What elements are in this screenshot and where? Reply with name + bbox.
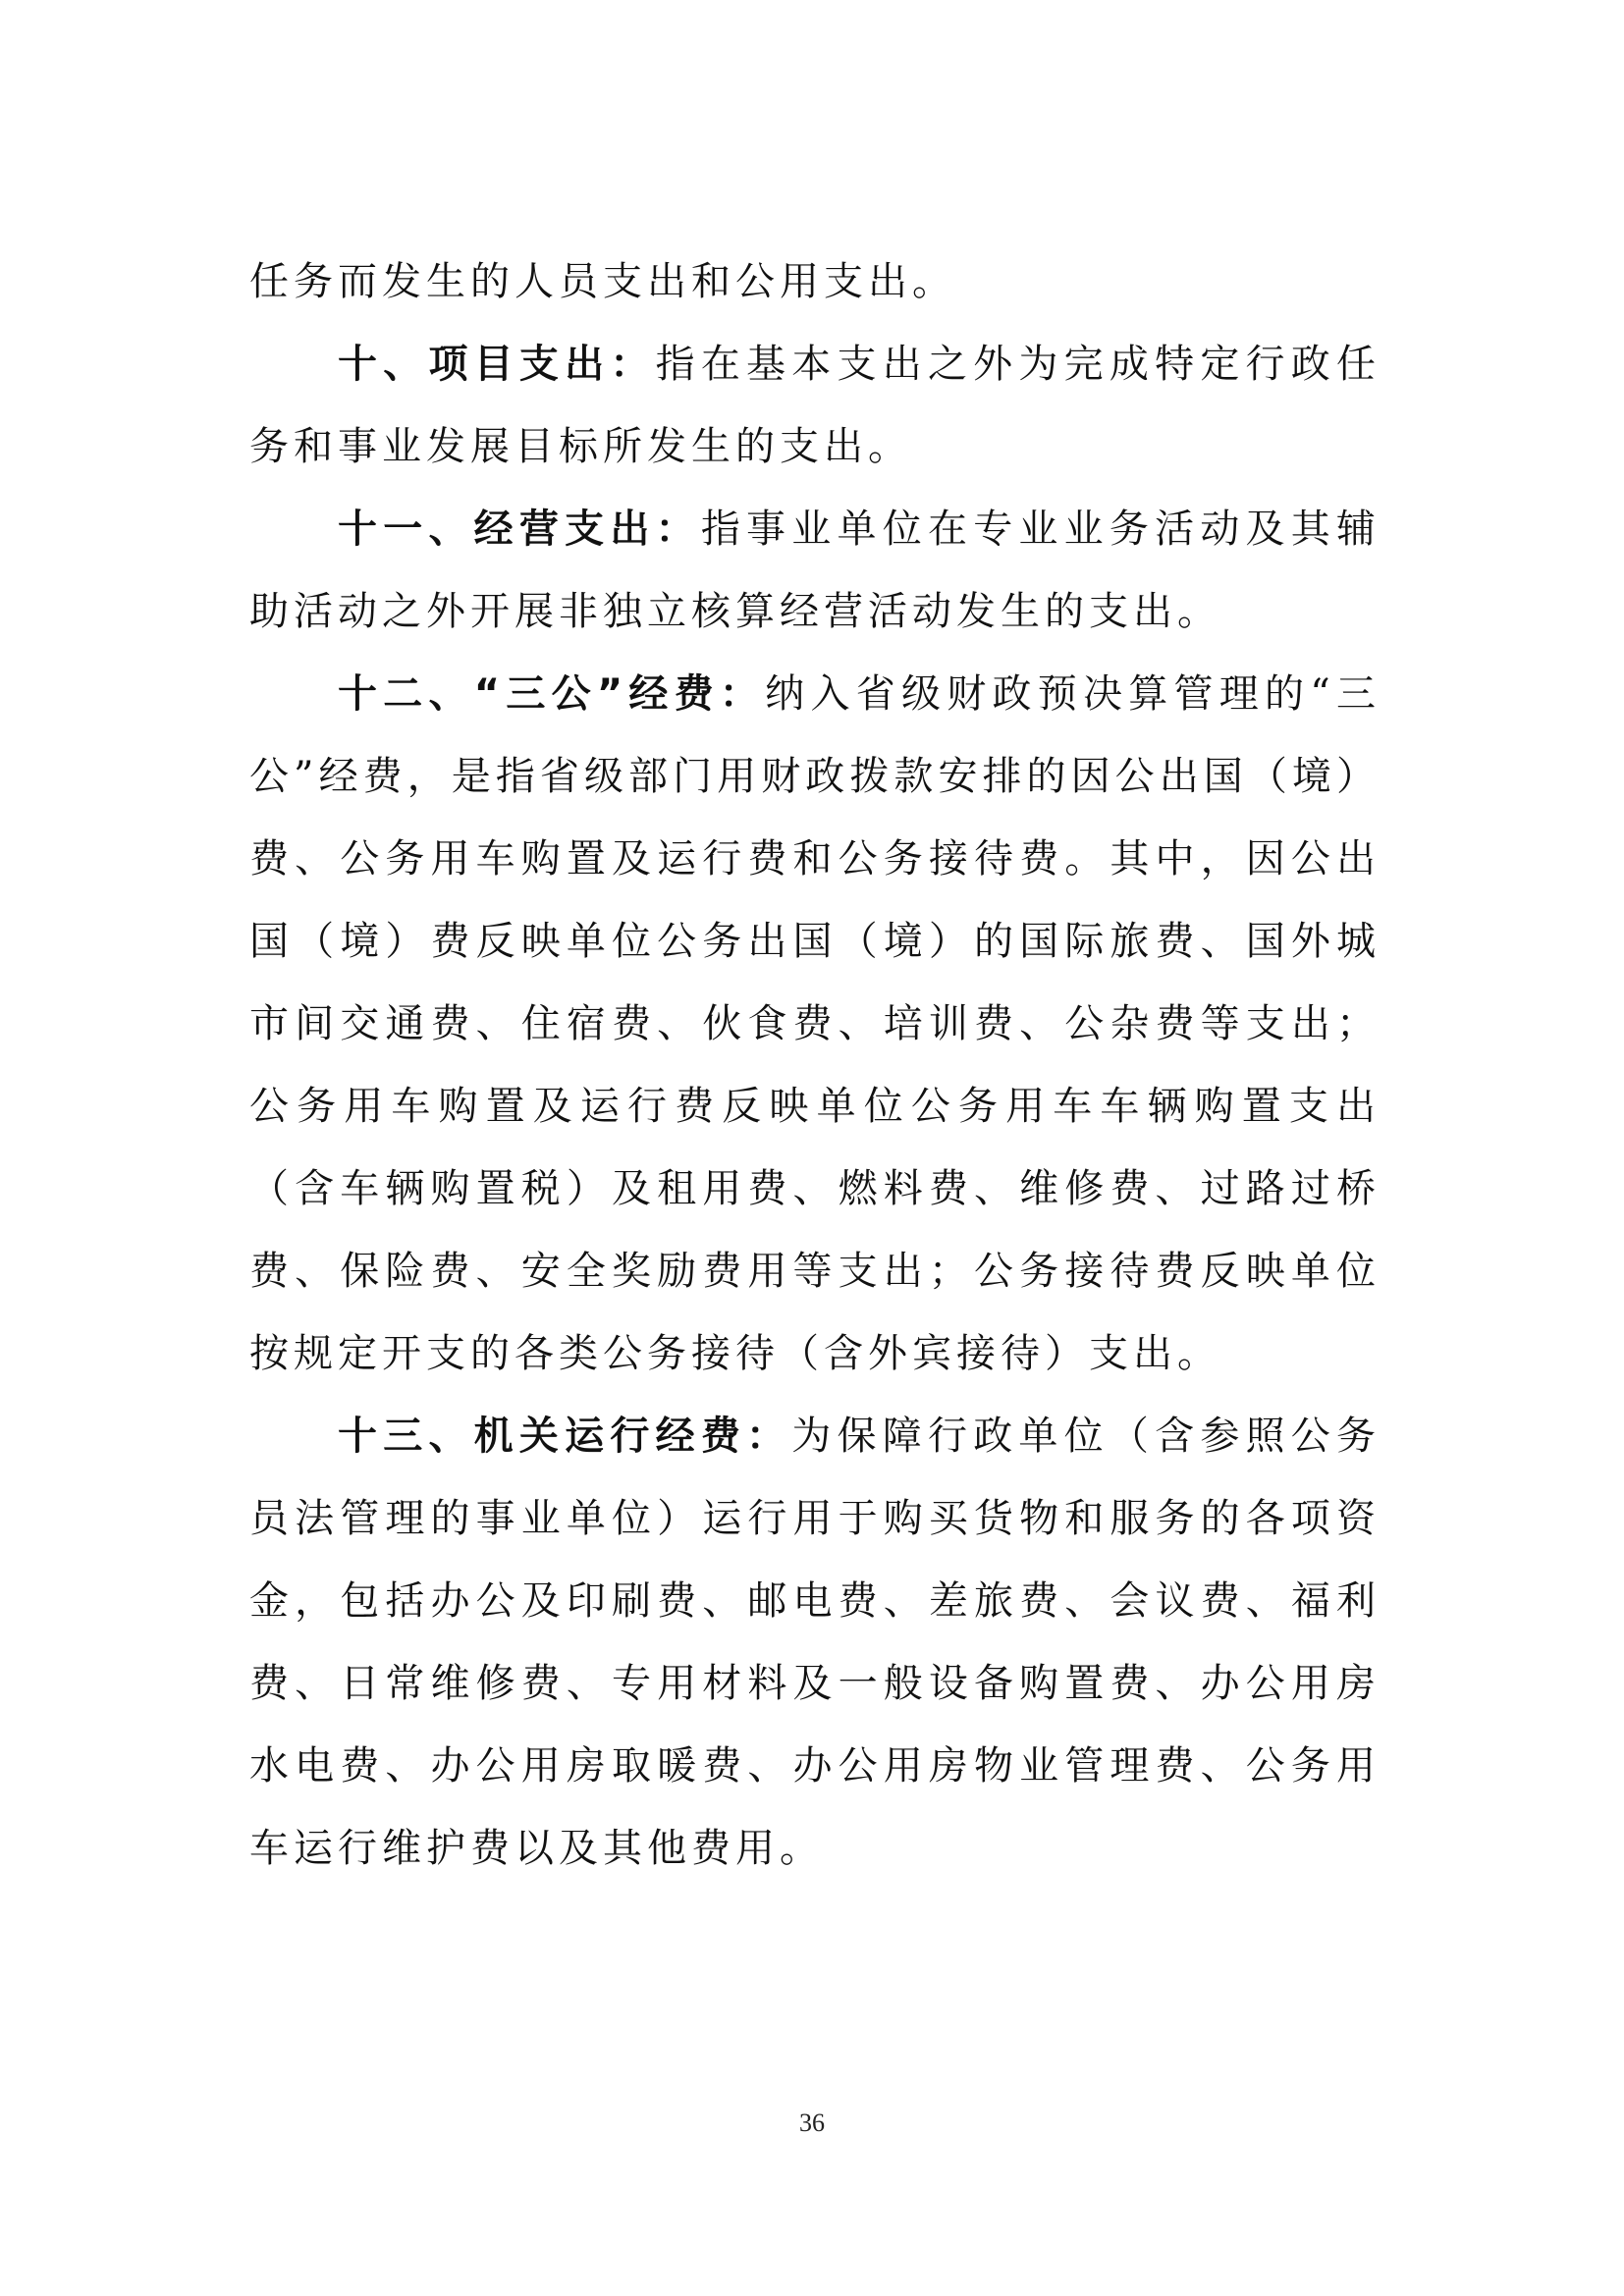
term-project-expenditure: 十、项目支出：: [338, 342, 656, 387]
paragraph-continuation: [249, 240, 1380, 323]
page-number: 36: [799, 2109, 825, 2137]
paragraph-agency-operating-funds: [249, 1395, 1380, 1890]
paragraph-project-expenditure: [249, 323, 1380, 488]
paragraph-text: 任务而发生的人员支出和公用支出。: [249, 259, 956, 304]
paragraph-text: 指事业单位在专业业务活动及其辅助活动之外开展非独立核算经营活动发生的支出。: [249, 507, 1381, 634]
paragraph-operating-expenditure: [249, 488, 1380, 653]
paragraph-three-public-expenses: [249, 653, 1380, 1395]
term-agency-operating-funds: 十三、机关运行经费：: [338, 1414, 792, 1459]
paragraph-text: 为保障行政单位（含参照公务员法管理的事业单位）运行用于购买货物和服务的各项资金，包括办公及印刷费、邮电费、差旅费、会议费、福利费、日常维修费、专用材料及一般设备购置费、办公用房水电费、办公用房取暖费、办公用房物业管理费、公务用车运行维护费以及其他费用。: [249, 1414, 1381, 1871]
term-three-public-expenses: 十二、“三公”经费：: [338, 671, 766, 717]
paragraph-text: 指在基本支出之外为完成特定行政任务和事业发展目标所发生的支出。: [249, 342, 1381, 469]
term-operating-expenditure: 十一、经营支出：: [338, 507, 701, 552]
document-body: [249, 240, 1380, 1890]
paragraph-text: 纳入省级财政预决算管理的“三公”经费，是指省级部门用财政拨款安排的因公出国（境）费、公务用车购置及运行费和公务接待费。其中，因公出国（境）费反映单位公务出国（境）的国际旅费、国外城市间交通费、住宿费、伙食费、培训费、公杂费等支出；公务用车购置及运行费反映单位公务用车车辆购置支出（含车辆购置税）及租用费、燃料费、维修费、过路过桥费、保险费、安全奖励费用等支出；公务接待费反映单位按规定开支的各类公务接待（含外宾接待）支出。: [249, 671, 1381, 1376]
